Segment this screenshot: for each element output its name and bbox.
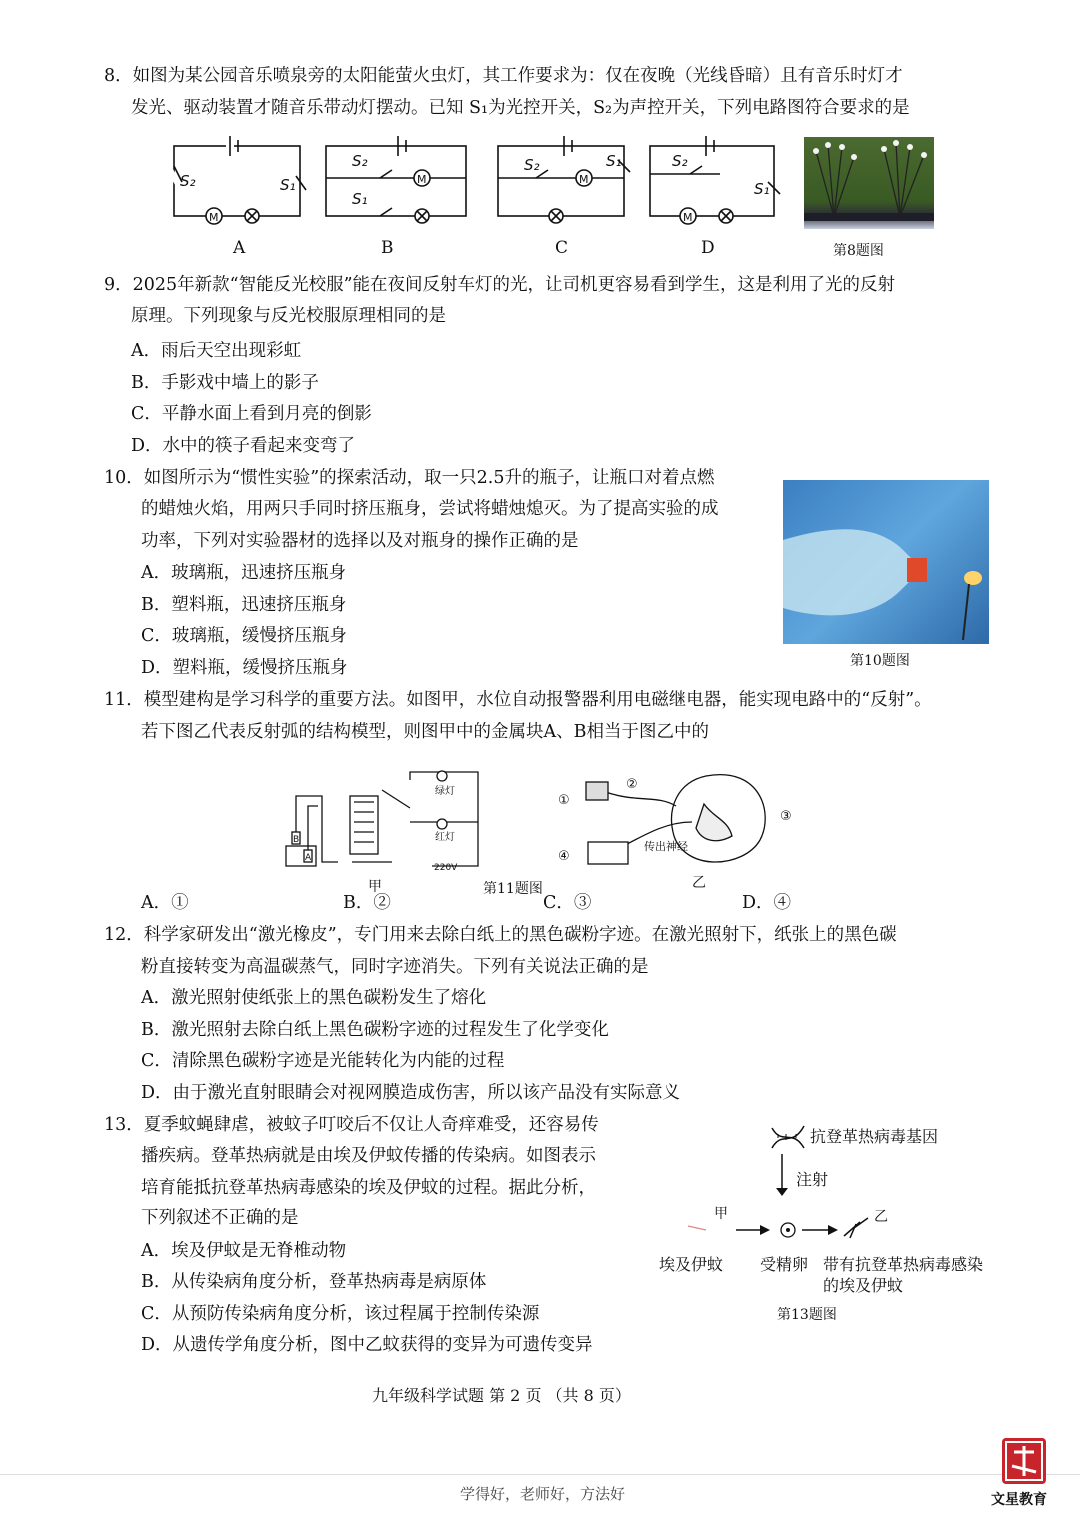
- water-alarm-circuit: [282, 766, 482, 874]
- svg-text:S₁: S₁: [606, 152, 622, 170]
- firefly-lamp-photo: [804, 137, 934, 229]
- q8-option-d[interactable]: D: [701, 238, 715, 258]
- q8-option-b[interactable]: B: [381, 238, 394, 258]
- q11-option-b[interactable]: B．②: [343, 893, 391, 913]
- circuit-b: [326, 136, 466, 223]
- q13-resistant-label-2: 的埃及伊蚊: [823, 1276, 904, 1295]
- dna-icon: [770, 1120, 810, 1154]
- brand-seal-logo: [1002, 1438, 1046, 1484]
- green-lamp-label: 绿灯: [435, 786, 455, 797]
- svg-text:S₁: S₁: [280, 176, 296, 194]
- q8-option-a[interactable]: A: [233, 238, 246, 258]
- q11-stem-line2: 若下图乙代表反射弧的结构模型，则图甲中的金属块A、B相当于图乙中的: [141, 722, 709, 742]
- q9-option-a[interactable]: A．雨后天空出现彩虹: [131, 341, 302, 361]
- q9-stem-line1: 9．2025年新款“智能反光校服”能在夜间反射车灯的光，让司机更容易看到学生，这是利用了光的反射: [104, 275, 896, 295]
- q8-option-c[interactable]: C: [555, 238, 569, 258]
- voltage-label: 220V: [434, 863, 458, 873]
- q13-inject-label: 注射: [796, 1170, 829, 1189]
- q13-yi-label: 乙: [874, 1209, 888, 1225]
- q10-option-d[interactable]: D．塑料瓶，缓慢挤压瓶身: [141, 658, 348, 678]
- q11-option-d[interactable]: D．④: [742, 893, 792, 913]
- q13-stem-line4: 下列叙述不正确的是: [141, 1208, 299, 1228]
- circuit-c: [498, 136, 630, 223]
- q9-stem-line2: 原理。下列现象与反光校服原理相同的是: [131, 306, 446, 326]
- footer-slogan: 学得好，老师好，方法好: [460, 1485, 626, 1503]
- q8-stem-line1: 8．如图为某公园音乐喷泉旁的太阳能萤火虫灯，其工作要求为：仅在夜晚（光线昏暗）且有音乐时灯才: [104, 66, 903, 86]
- q13-option-d[interactable]: D．从遗传学角度分析，图中乙蚊获得的变异为可遗传变异: [141, 1335, 593, 1355]
- efferent-nerve-label: 传出神经: [644, 840, 688, 853]
- q13-jia-label: 甲: [714, 1206, 728, 1222]
- q9-option-c[interactable]: C．平静水面上看到月亮的倒影: [131, 404, 372, 424]
- inject-arrow-icon: [772, 1154, 792, 1196]
- reflex-circ-4: ④: [558, 849, 570, 864]
- q11-caption: 第11题图: [483, 881, 543, 897]
- q11-option-c[interactable]: C．③: [543, 893, 592, 913]
- reflex-circ-2: ②: [626, 777, 638, 792]
- q8-caption: 第8题图: [833, 243, 884, 259]
- q9-option-b[interactable]: B．手影戏中墙上的影子: [131, 373, 319, 393]
- red-lamp-label: 红灯: [435, 832, 455, 843]
- q13-option-a[interactable]: A．埃及伊蚊是无脊椎动物: [141, 1241, 347, 1261]
- q13-stem-line3: 培育能抵抗登革热病毒感染的埃及伊蚊的过程。据此分析，: [141, 1178, 596, 1198]
- q11-stem-line1: 11．模型建构是学习科学的重要方法。如图甲，水位自动报警器利用电磁继电器，能实现电路中的“反射”。: [104, 690, 932, 710]
- q13-resistant-label-1: 带有抗登革热病毒感染: [823, 1255, 984, 1274]
- page-number: 九年级科学试题 第 2 页 （共 8 页）: [372, 1386, 631, 1405]
- q10-option-c[interactable]: C．玻璃瓶，缓慢挤压瓶身: [141, 626, 347, 646]
- metal-block-a: A: [305, 853, 312, 863]
- reflex-arc-diagram: [556, 764, 800, 876]
- q10-option-b[interactable]: B．塑料瓶，迅速挤压瓶身: [141, 595, 347, 615]
- reflex-circ-1: ①: [558, 793, 570, 808]
- svg-text:M: M: [417, 173, 427, 186]
- q8-circuit-diagrams: [160, 130, 800, 230]
- svg-text:S₂: S₂: [352, 152, 368, 170]
- fig-jia-label: 甲: [368, 879, 382, 895]
- q8-stem-line2: 发光、驱动装置才随音乐带动灯摆动。已知 S₁为光控开关，S₂为声控开关，下列电路图符合要求的是: [131, 98, 910, 118]
- fig-yi-label: 乙: [692, 875, 706, 891]
- q9-option-d[interactable]: D．水中的筷子看起来变弯了: [131, 436, 356, 456]
- footer-divider: [0, 1474, 1080, 1475]
- q12-option-c[interactable]: C．清除黑色碳粉字迹是光能转化为内能的过程: [141, 1051, 505, 1071]
- q13-process-row: [684, 1214, 884, 1244]
- svg-text:M: M: [683, 211, 693, 224]
- q13-mosquito-label: 埃及伊蚊: [659, 1255, 724, 1274]
- svg-text:M: M: [579, 173, 589, 186]
- q13-gene-label: 抗登革热病毒基因: [810, 1127, 939, 1146]
- q12-option-a[interactable]: A．激光照射使纸张上的黑色碳粉发生了熔化: [141, 988, 487, 1008]
- q10-stem-line2: 的蜡烛火焰，用两只手同时挤压瓶身，尝试将蜡烛熄灭。为了提高实验的成: [141, 499, 719, 519]
- bottle-candle-photo: [783, 480, 989, 644]
- reflex-circ-3: ③: [780, 809, 792, 824]
- q13-option-b[interactable]: B．从传染病角度分析，登革热病毒是病原体: [141, 1272, 487, 1292]
- svg-text:S₁: S₁: [754, 180, 770, 198]
- svg-text:M: M: [209, 211, 219, 224]
- q10-option-a[interactable]: A．玻璃瓶，迅速挤压瓶身: [141, 563, 347, 583]
- svg-text:S₁: S₁: [352, 190, 368, 208]
- q10-stem-line1: 10．如图所示为“惯性实验”的探索活动，取一只2.5升的瓶子，让瓶口对着点燃: [104, 468, 715, 488]
- q10-caption: 第10题图: [850, 653, 910, 669]
- q12-stem-line2: 粉直接转变为高温碳蒸气，同时字迹消失。下列有关说法正确的是: [141, 957, 649, 977]
- svg-text:S₂: S₂: [180, 172, 196, 190]
- q13-egg-label: 受精卵: [760, 1255, 809, 1274]
- q13-option-c[interactable]: C．从预防传染病角度分析，该过程属于控制传染源: [141, 1304, 540, 1324]
- q10-stem-line3: 功率，下列对实验器材的选择以及对瓶身的操作正确的是: [141, 531, 579, 551]
- q12-option-d[interactable]: D．由于激光直射眼睛会对视网膜造成伤害，所以该产品没有实际意义: [141, 1083, 681, 1103]
- q11-option-a[interactable]: A．①: [141, 893, 189, 913]
- q13-stem-line2: 播疾病。登革热病就是由埃及伊蚊传播的传染病。如图表示: [141, 1146, 596, 1166]
- svg-text:S₂: S₂: [524, 156, 540, 174]
- q13-caption: 第13题图: [777, 1307, 837, 1323]
- metal-block-b: B: [293, 835, 300, 845]
- q12-option-b[interactable]: B．激光照射去除白纸上黑色碳粉字迹的过程发生了化学变化: [141, 1020, 609, 1040]
- q13-stem-line1: 13．夏季蚊蝇肆虐，被蚊子叮咬后不仅让人奇痒难受，还容易传: [104, 1115, 599, 1135]
- q12-stem-line1: 12．科学家研发出“激光橡皮”，专门用来去除白纸上的黑色碳粉字迹。在激光照射下，纸张上的黑色碳: [104, 925, 897, 945]
- svg-text:S₂: S₂: [672, 152, 688, 170]
- brand-name: 文星教育: [991, 1492, 1047, 1508]
